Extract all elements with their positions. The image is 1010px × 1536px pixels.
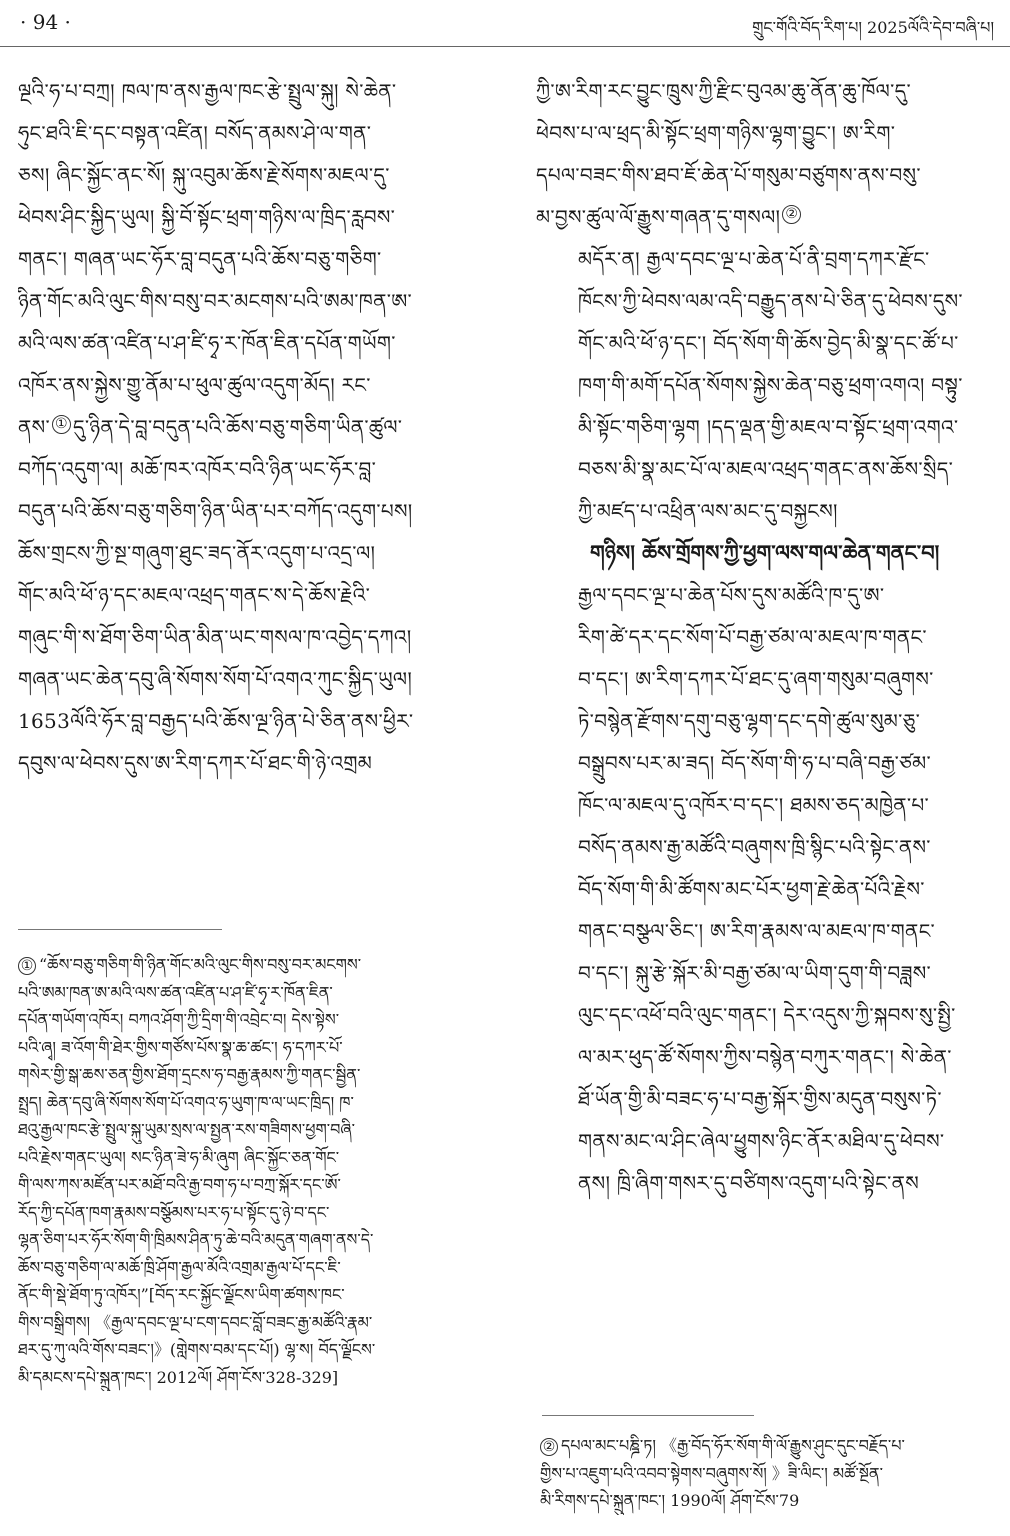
left-body-paragraph — [18, 70, 488, 784]
page-number: · 94 · — [20, 10, 71, 34]
text-line: བ་དང་། སྐུ་རྩེ་སྐོར་མི་བརྒྱ་ཙམ་ལ་ཡིག་དུག་གི་བཟླས་ — [578, 961, 932, 985]
footnote-line: པའི་ཞྭ། ཟ་འོག་གི་ཐེར་གྱིས་གཙོས་པོས་སྣ་ཆ་ཚང་། ཧ་དཀར་པོ་ — [18, 1037, 343, 1057]
text-line: ཆོས་གྲངས་ཀྱི་སྔ་གཞུག་ཐུང་ཟད་ནོར་འདུག་པ་འདྲ་ལ། — [18, 541, 376, 565]
footnote-line: གྱིས་པ་འཇུག་པའི་འབབ་སྟེགས་བཞུགས་སོ། 》ཟི་ལིང་། མཚོ་སྔོན་ — [540, 1463, 883, 1483]
text-line: གནང་། གཞན་ཡང་ཧོར་བླ་བདུན་པའི་ཆོས་བཅུ་གཅིག་ — [18, 247, 382, 271]
footnote-marker: ② — [540, 1438, 558, 1456]
text-line: མདོར་ན། རྒྱལ་དབང་ལྔ་པ་ཆེན་པོ་ནི་བྲག་དཀར་རྫོང་ — [578, 247, 930, 271]
text-line: རྒྱལ་དབང་ལྔ་པ་ཆེན་པོས་དུས་མཚོའི་ཁ་དུ་ཨ་ — [578, 583, 885, 607]
text-line: བསྒྲུབས་པར་མ་ཟད། བོད་སོག་གི་ཧ་པ་བཞི་བརྒྱ་ཙམ་ — [578, 751, 932, 775]
text-line: ཉིན་གོང་མའི་ལུང་གིས་བསུ་བར་མངགས་པའི་ཨམ་ཁན་ཨ་ — [18, 289, 413, 313]
text-line: ལ་མར་ཕུད་ཚོ་སོགས་ཀྱིས་བསྙེན་བཀུར་གནང་། སེ་ཆེན་ — [578, 1045, 952, 1069]
text-line: གཞུང་གི་ས་ཐོག་ཅིག་ཡིན་མིན་ཡང་གསལ་ཁ་འབྱེད་དཀའ། — [18, 625, 412, 649]
text-line: གོང་མའི་ཕོ་ཉ་དང་། བོད་སོག་གི་ཆོས་བྱེད་མི་སྣ་དང་ཚོ་པ་ — [578, 331, 959, 355]
footnote-line: རོད་ཀྱི་དཔོན་ཁག་རྣམས་བསྩོམས་པར་ཧ་པ་སྟོང་དུ་ཉེ་བ་དང་ — [18, 1202, 330, 1222]
text-line — [18, 406, 488, 448]
footnote-line: མི་དམངས་དཔེ་སྐྲུན་ཁང་། 2012ལོ། ཤོག་ངོས་328-329] — [18, 1367, 339, 1387]
footnote-divider — [542, 1415, 754, 1416]
footnote-line: གསེར་གྱི་སྒ་ཆས་ཅན་གྱིས་ཐོག་དྲངས་ཧ་བརྒྱ་རྣམས་ཀྱི་གནང་སྦྱིན་ — [18, 1065, 361, 1084]
text-line: ཕེབས་པ་ལ་ཕྲད་མི་སྟོང་ཕྲག་གཉིས་ལྷག་བྱུང་། ཨ་རིག་ — [536, 121, 896, 145]
text-line: བདུན་པའི་ཆོས་བཅུ་གཅིག་ཉིན་ཡིན་པར་བཀོད་འདུག་པས། — [18, 499, 413, 523]
footnote-text: “ཆོས་བཅུ་གཅིག་གི་ཉིན་གོང་མའི་ལུང་གིས་བསུ་བར་མངགས་ — [39, 955, 362, 974]
text-line: ལུང་དང་འཕོ་བའི་ལུང་གནང་། དེར་འདུས་ཀྱི་སྐབས་སུ་སྤྱི་ — [578, 1003, 956, 1027]
text-line: གནང་བསྩལ་ཅིང་། ཨ་རིག་རྣམས་ལ་མཇལ་ཁ་གནང་ — [578, 919, 936, 943]
footnote-line: མི་རིགས་དཔེ་སྐྲུན་ཁང་། 1990ལོ། ཤོག་ངོས་79 — [540, 1491, 800, 1510]
left-column — [18, 70, 488, 784]
text-line: གཞན་ཡང་ཆེན་དབུ་ཞི་སོགས་སོག་པོ་འགའ་ཀུང་སྐྱིད་ཡུལ། — [18, 667, 413, 691]
footnote-line — [540, 1432, 1002, 1460]
footnote-line: ཆོས་བཅུ་གཅིག་ལ་མཆོ་ཁྲི་ཤོག་རྒྱལ་མོའི་འགྲམ་རྒྱལ་པོ་དང་ཇི་ — [18, 1257, 341, 1277]
text-line: ནས། ཁྲི་ཞིག་གསར་དུ་བཙིགས་འདུག་པའི་སྟེང་ནས — [578, 1171, 920, 1195]
footnote-line: དཔོན་གཡོག་འཁོར། བཀའ་ཤོག་ཀྱི་དྲིག་གི་འབྲེང་བ། དེས་སྟེས་ — [18, 1010, 340, 1029]
footnote-line: ཐར་དུ་ཀུ་ལའི་གོས་བཟང་།》(གླེགས་བམ་དང་པོ།) ལྷ་ས། བོད་ལྗོངས་ — [18, 1340, 376, 1359]
footnote-line: གིས་བསྒྲིགས། 《རྒྱལ་དབང་ལྔ་པ་ངག་དབང་བློ་བཟང་རྒྱ་མཚོའི་རྣམ་ — [18, 1312, 373, 1332]
text-line: གནས་མང་ལ་ཤིང་ཞེལ་ཕྱུགས་ཉིང་ནོར་མཐིལ་དུ་ཕེབས་ — [578, 1129, 945, 1153]
footnote-1 — [18, 951, 480, 1391]
text-line: དཔལ་བཟང་གིས་ཐབ་ཇོ་ཆེན་པོ་གསུམ་བཙུགས་ནས་བསུ་ — [536, 163, 921, 187]
text-line: ཁོངས་ཀྱི་ཕེབས་ལམ་འདི་བརྒྱུད་ནས་པེ་ཅིན་དུ་ཕེབས་དུས་ — [578, 289, 963, 313]
text-line: ཀྱི་མཛད་པ་འཕྲིན་ལས་མང་དུ་བསྐྱངས། — [578, 499, 838, 523]
footnote-line: པའི་ཨམ་ཁན་ཨ་མའི་ལས་ཚན་འཛིན་པ་ཤ་ཛི་ཧྭ་ར་ཁོན་ཇིན་ — [18, 982, 333, 1002]
footnote-2 — [540, 1432, 1002, 1515]
text-line: བཅས་མི་སྣ་མང་པོ་ལ་མཇལ་འཕྲད་གནང་ནས་ཆོས་སྲིད་ — [578, 457, 954, 481]
text-line: ཕེབས་ཤིང་སྐྱིད་ཡུལ། སྐྱི་བོ་སྟོང་ཕྲག་གཉིས་ལ་ཁྲིད་རླབས་ — [18, 205, 396, 229]
text-segment: དུ་ཉིན་དེ་བླ་བདུན་པའི་ཆོས་བཅུ་གཅིག་ཡིན་ཚུལ་ — [72, 415, 403, 439]
footnote-line: པའི་རྗེས་གནང་ཡུལ། སང་ཉིན་ཟེ་ཧ་མི་ཞུག ཞིང་སྐྱོང་ཅན་གོང་ — [18, 1147, 340, 1167]
footnote-line: གི་ལས་ཀས་མཛོན་པར་མཐོ་བའི་རྒྱ་བག་ཧ་པ་བཀྲ་སྐོར་དང་ཨོ་ — [18, 1175, 341, 1194]
text-line: ཁོང་ལ་མཇལ་དུ་འཁོར་བ་དང་། ཐམས་ཅད་མཁྱེན་པ་ — [578, 793, 930, 817]
text-line: ཏེ་བསྙེན་རྫོགས་དགུ་བཅུ་ལྷག་དང་དགེ་ཚུལ་སུམ་ཅུ་ — [578, 709, 921, 733]
text-line: ཅས། ཞིང་སྐྱོང་ནང་སོ། སྐུ་འབུམ་ཆོས་རྗེ་སོགས་མཇལ་དུ་ — [18, 163, 390, 187]
text-line: བོད་སོག་གི་མི་ཚོགས་མང་པོར་ཕྱག་རྗེ་ཆེན་པོའི་རྗེས་ — [578, 877, 925, 901]
section-heading: གཉིས། ཆོས་གྲོགས་ཀྱི་ཕྱག་ལས་གལ་ཆེན་གནང་བ། — [590, 540, 940, 565]
footnote-line: སྤྲད། ཆེན་དབུ་ཞི་སོགས་སོག་པོ་འགའ་ཧ་ཡུག་ཁ་ལ་ཡང་ཁྲིད། ཁ་ — [18, 1092, 354, 1112]
text-segment: ནས་ — [18, 415, 50, 439]
text-line: 1653ལོའི་ཧོར་བླ་བརྒྱད་པའི་ཆོས་ལྔ་ཉིན་པེ་ཅིན་ནས་ཕྱིར་ — [18, 709, 414, 733]
footnote-line: ལྷན་ཅིག་པར་ཧོར་སོག་གི་ཁྲིམས་ཤིན་ཏུ་ཆེ་བའི་མདུན་གཞག་ནས་དེ་ — [18, 1230, 374, 1249]
footnote-divider — [18, 929, 222, 930]
text-line — [536, 196, 1006, 238]
right-column — [536, 70, 1006, 1204]
footnote-line: ནོང་གི་སྡེ་ཐོག་ཏུ་འཁོར།”[བོད་རང་སྐྱོང་ལྗོངས་ཡིག་ཚགས་ཁང་ — [18, 1285, 345, 1304]
footnote-ref-2[interactable]: ② — [782, 205, 801, 224]
footnote-marker: ① — [18, 957, 36, 975]
header-rule — [0, 46, 1010, 47]
text-line: མི་སྟོང་གཅིག་ལྷག །དད་ལྡན་གྱི་མཇལ་བ་སྟོང་ཕྲག་འགའ་ — [578, 415, 959, 439]
text-line: གོང་མའི་ཕོ་ཉ་དང་མཇལ་འཕྲད་གནང་ས་དེ་ཆོས་རྗེའི་ — [18, 583, 371, 607]
text-line: ལྔའི་ཧ་པ་བཀྲ། ཁལ་ཁ་ནས་རྒྱལ་ཁང་རྩེ་སྤྲུལ་སྐུ། སེ་ཆེན་ — [18, 79, 397, 103]
right-body-paragraph-2 — [536, 238, 1006, 532]
right-body-paragraph-1 — [536, 70, 1006, 238]
text-line: ཁག་གི་མགོ་དཔོན་སོགས་སྐྱེས་ཆེན་བཅུ་ཕྲག་འགའ། བསྟུ་ — [578, 373, 963, 397]
text-line: འཁོར་ནས་སྐྱེས་གྱུ་ནོམ་པ་ཕུལ་ཚུལ་འདུག་མོད། རང་ — [18, 373, 371, 397]
text-line: ཧུང་ཐའི་ཇི་དང་བསྟན་འཛིན། བསོད་ནམས་ཤེ་ལ་གན་ — [18, 121, 372, 145]
text-line: མའི་ལས་ཚན་འཛིན་པ་ཤ་ཛི་ཧྭ་ར་ཁོན་ཇིན་དཔོན་གཡོག་ — [18, 331, 396, 355]
text-line: རིག་ཚེ་དར་དང་སོག་པོ་བརྒྱ་ཙམ་ལ་མཇལ་ཁ་གནང་ — [578, 625, 927, 649]
text-line: ཐོ་ཡོན་གྱི་མི་བཟང་ཧ་པ་བརྒྱ་སྐོར་གྱིས་མདུན་བསུས་ཏེ་ — [578, 1087, 942, 1111]
text-line: ཀྱི་ཨ་རིག་རང་བྱུང་ཁྲུས་ཀྱི་རྫིང་བུའམ་ཆུ་ནོན་ཆུ་ཁོལ་དུ་ — [536, 79, 911, 103]
footnote-ref-1[interactable]: ① — [52, 415, 71, 434]
text-segment: མ་བྱས་ཚུལ་ལོ་རྒྱུས་གཞན་དུ་གསལ། — [536, 205, 781, 229]
footnote-text: དཔལ་མང་པཎྜི་ཏ། 《རྒྱ་བོད་ཧོར་སོག་གི་ལོ་རྒྱུས་ཤུང་དུང་བརྗོད་པ་ — [561, 1436, 905, 1455]
page-header — [0, 0, 1010, 48]
text-line: བསོད་ནམས་རྒྱ་མཚོའི་བཞུགས་ཁྲི་སྙིང་པའི་སྟེང་ནས་ — [578, 835, 931, 859]
journal-title: གྲུང་གོའི་བོད་རིག་པ། 2025ལོའི་དེབ་བཞི་པ། — [752, 18, 994, 37]
text-line: བཀོད་འདུག་ལ། མཆོ་ཁར་འཁོར་བའི་ཉིན་ཡང་ཧོར་བླ་ — [18, 457, 377, 481]
right-body-paragraph-3 — [536, 574, 1006, 1204]
text-line: བ་དང་། ཨ་རིག་དཀར་པོ་ཐང་དུ་ཞག་གསུམ་བཞུགས་ — [578, 667, 934, 691]
footnote-line: ཐའུ་རྒྱལ་ཁང་རྩེ་སྤྲུལ་སྐུ་ཡུམ་སྲས་ལ་སྤྱན་རས་གཟིགས་ཕྱག་བཞི་ — [18, 1120, 355, 1139]
text-line: དབུས་ལ་ཕེབས་དུས་ཨ་རིག་དཀར་པོ་ཐང་གི་ཉེ་འགྲམ — [18, 751, 373, 775]
footnote-line — [18, 951, 480, 979]
